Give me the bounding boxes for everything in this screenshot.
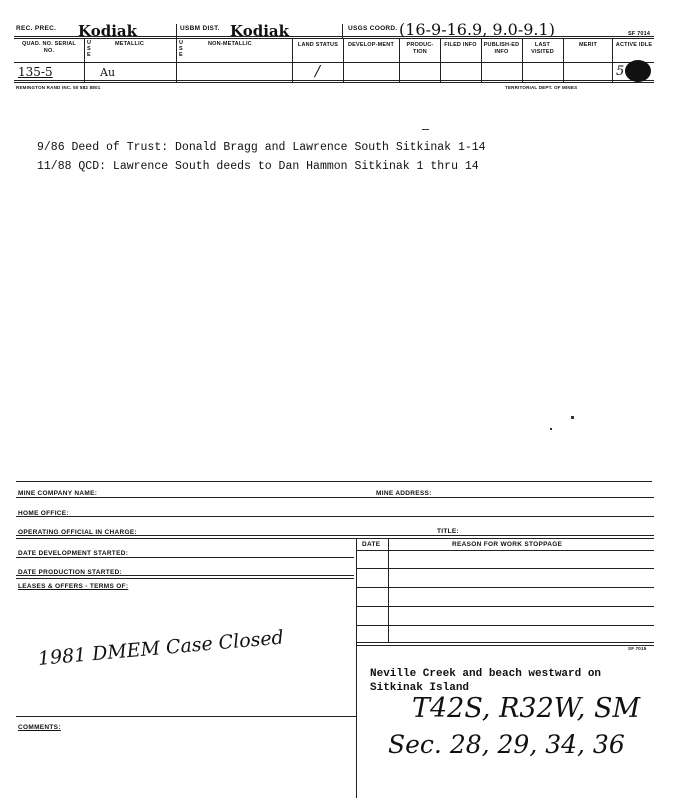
header-divider [342, 24, 343, 38]
col-use-1: U S E [87, 40, 92, 58]
usbm-dist-value: Kodiak [230, 22, 290, 40]
table-rule [356, 625, 654, 626]
scan-speck [550, 428, 552, 430]
header-rule [14, 62, 654, 63]
col-serial-no: SERIAL NO. [43, 41, 76, 54]
scan-speck [422, 129, 429, 130]
column-divider [399, 38, 400, 82]
col-quad-no: QUAD. NO. [22, 41, 53, 47]
date-column-header: DATE [362, 541, 381, 548]
form-rule [16, 578, 354, 579]
usgs-coord-label: USGS COORD. [348, 25, 398, 32]
col-land-status: LAND STATUS [297, 42, 339, 48]
table-rule [356, 568, 654, 569]
column-divider [292, 38, 293, 82]
table-rule [356, 645, 654, 646]
printer-line-right: TERRITORIAL DEPT. OF MINES [505, 85, 578, 90]
form-rule [16, 481, 652, 482]
comments-label: COMMENTS: [18, 724, 61, 731]
handwritten-case-note: 1981 DMEM Case Closed [37, 626, 285, 670]
col-merit: MERIT [578, 42, 598, 48]
col-quad-serial [18, 41, 80, 55]
column-divider [440, 38, 441, 82]
col-non-metallic: NON-METALLIC [208, 41, 252, 47]
col-last-visited: LAST VISITED [531, 42, 554, 55]
table-rule [356, 642, 654, 643]
form-rule [16, 516, 654, 517]
col-published-info: PUBLISH-ED INFO [483, 42, 520, 55]
col-use-2: U S E [179, 40, 184, 58]
title-label: TITLE: [437, 528, 460, 535]
note-line: 9/86 Deed of Trust: Donald Bragg and Lawrence South Sitkinak 1-14 [37, 141, 486, 154]
record-quad-serial: 135-5 [18, 65, 53, 79]
mine-address-label: MINE ADDRESS: [376, 490, 432, 497]
reason-column-header: REASON FOR WORK STOPPAGE [452, 541, 563, 548]
location-handwritten-township: T42S, R32W, SM [412, 693, 641, 724]
comments-rule [16, 716, 356, 717]
column-divider [563, 38, 564, 82]
table-rule [356, 550, 654, 551]
active-hole-punch [625, 60, 651, 82]
form-rule [16, 497, 654, 498]
date-production-label: DATE PRODUCTION STARTED: [18, 569, 123, 576]
rec-prec-label: REC. PREC. [16, 25, 57, 32]
column-divider [481, 38, 482, 82]
home-office-label: HOME OFFICE: [18, 510, 69, 517]
location-typed-line: Sitkinak Island [370, 682, 470, 694]
table-date-divider [388, 538, 389, 642]
form-rule [16, 538, 654, 539]
record-land-status: / [315, 62, 321, 80]
record-active-mark: 5 [616, 64, 625, 79]
form-number: SF 7014 [628, 31, 651, 37]
col-filed-info: FILED INFO [444, 42, 477, 48]
record-metallic: Au [100, 66, 116, 79]
mine-company-name-label: MINE COMPANY NAME: [18, 490, 98, 497]
table-left-border [356, 538, 357, 798]
header-rule [14, 82, 654, 83]
scan-speck [571, 416, 574, 419]
usgs-coord-value: (16-9-16.9, 9.0-9.1) [399, 20, 555, 39]
note-line: 11/88 QCD: Lawrence South deeds to Dan Hammon Sitkinak 1 thru 14 [37, 160, 479, 173]
leases-offers-label: LEASES & OFFERS - TERMS OF: [18, 583, 129, 590]
header-divider [176, 24, 177, 38]
col-metallic: METALLIC [115, 41, 144, 47]
location-typed-line: Neville Creek and beach westward on [370, 668, 602, 680]
col-development: DEVELOP-MENT [347, 42, 395, 48]
column-divider [176, 38, 177, 82]
form-number-2: SF 7015 [628, 646, 647, 651]
table-rule [356, 606, 654, 607]
location-handwritten-sections: Sec. 28, 29, 34, 36 [388, 730, 625, 759]
col-production: PRODUC-TION [406, 42, 434, 55]
form-rule [16, 557, 354, 558]
column-divider [612, 38, 613, 82]
operating-official-label: OPERATING OFFICIAL IN CHARGE: [18, 529, 137, 536]
usbm-dist-label: USBM DIST. [180, 25, 220, 32]
date-development-label: DATE DEVELOPMENT STARTED: [18, 550, 129, 557]
column-divider [522, 38, 523, 82]
col-active-idle: ACTIVE IDLE [615, 42, 653, 48]
rec-prec-value: Kodiak [78, 22, 138, 40]
column-divider [84, 38, 85, 82]
table-rule [356, 587, 654, 588]
header-rule [14, 80, 654, 81]
printer-line-left: REMINGTON RAND INC. 50 882 8801 [16, 85, 101, 90]
column-divider [343, 38, 344, 82]
